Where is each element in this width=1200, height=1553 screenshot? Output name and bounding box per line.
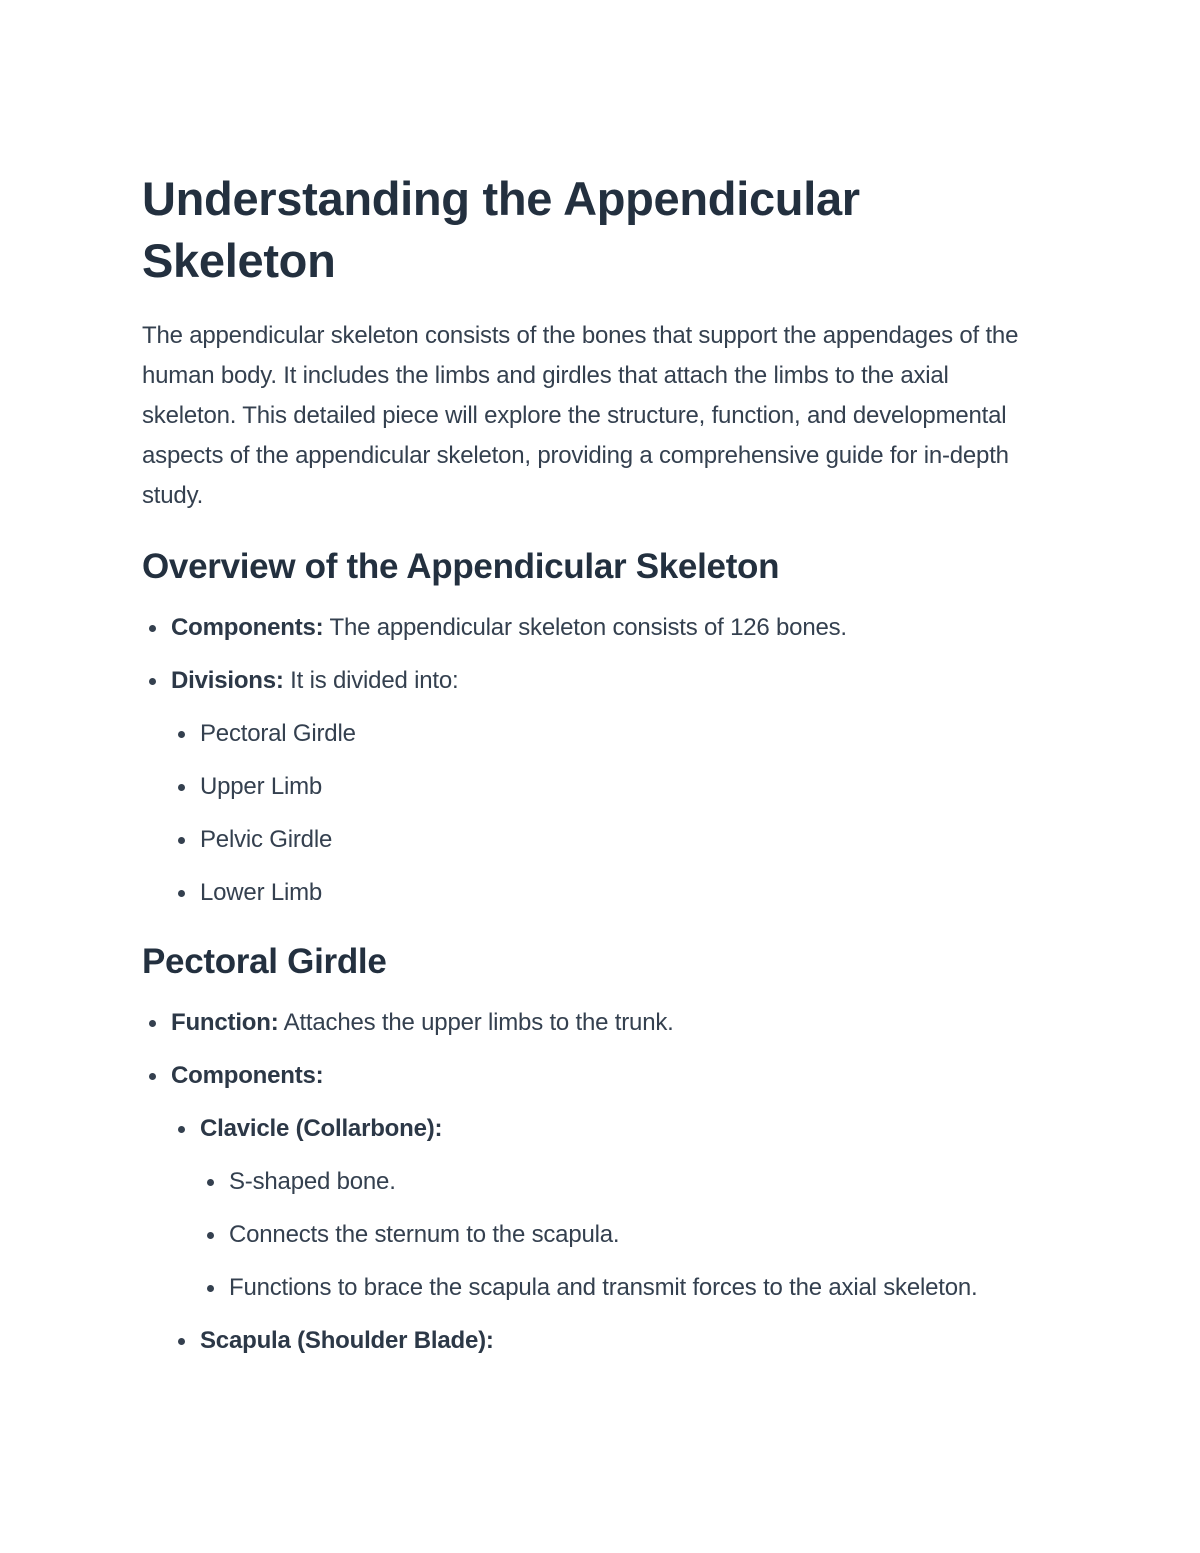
list-item-function bbox=[171, 1003, 1042, 1043]
components-label: Components: bbox=[171, 1062, 324, 1089]
bullet-icon bbox=[178, 890, 185, 897]
list-item-components bbox=[171, 1056, 1042, 1361]
bullet-icon bbox=[207, 1179, 214, 1186]
list-item-components bbox=[171, 608, 1042, 648]
bullet-icon bbox=[207, 1285, 214, 1292]
clavicle-label: Clavicle (Collarbone): bbox=[200, 1115, 443, 1142]
list-item-division bbox=[200, 767, 1042, 807]
list-item-scapula bbox=[200, 1321, 1042, 1361]
bullet-icon bbox=[178, 1126, 185, 1133]
bullet-icon bbox=[207, 1232, 214, 1239]
list-item-clavicle-point bbox=[229, 1215, 1042, 1255]
bullet-icon bbox=[178, 784, 185, 791]
division-label: Pelvic Girdle bbox=[200, 826, 333, 853]
function-text: Attaches the upper limbs to the trunk. bbox=[278, 1009, 674, 1036]
clavicle-point-text: S-shaped bone. bbox=[229, 1168, 396, 1195]
bullet-icon bbox=[149, 678, 156, 685]
components-label: Components: bbox=[171, 614, 324, 641]
overview-heading: Overview of the Appendicular Skeleton bbox=[142, 547, 780, 586]
bullet-icon bbox=[178, 731, 185, 738]
bullet-icon bbox=[149, 1073, 156, 1080]
function-label: Function: bbox=[171, 1009, 279, 1036]
pectoral-components-list bbox=[200, 1109, 1042, 1361]
division-label: Upper Limb bbox=[200, 773, 323, 800]
list-item-clavicle-point bbox=[229, 1268, 1042, 1308]
components-text: The appendicular skeleton consists of 126 bones. bbox=[323, 614, 847, 641]
pectoral-girdle-heading: Pectoral Girdle bbox=[142, 942, 387, 981]
list-item-division bbox=[200, 714, 1042, 754]
clavicle-point-text: Functions to brace the scapula and transmit forces to the axial skeleton. bbox=[229, 1274, 978, 1301]
list-item-division bbox=[200, 820, 1042, 860]
divisions-list bbox=[200, 714, 1042, 913]
clavicle-point-text: Connects the sternum to the scapula. bbox=[229, 1221, 620, 1248]
scapula-label: Scapula (Shoulder Blade): bbox=[200, 1327, 494, 1354]
division-label: Lower Limb bbox=[200, 879, 323, 906]
list-item-divisions bbox=[171, 661, 1042, 913]
bullet-icon bbox=[178, 1338, 185, 1345]
overview-list bbox=[171, 608, 1042, 913]
bullet-icon bbox=[178, 837, 185, 844]
divisions-label: Divisions: bbox=[171, 667, 284, 694]
list-item-division bbox=[200, 873, 1042, 913]
divisions-text: It is divided into: bbox=[283, 667, 459, 694]
list-item-clavicle-point bbox=[229, 1162, 1042, 1202]
bullet-icon bbox=[149, 1020, 156, 1027]
clavicle-points-list bbox=[229, 1162, 1042, 1308]
document-page bbox=[142, 168, 1042, 1361]
bullet-icon bbox=[149, 625, 156, 632]
division-label: Pectoral Girdle bbox=[200, 720, 356, 747]
intro-paragraph: The appendicular skeleton consists of the bones that support the appendages of the human body. It includes the limbs and girdles that attach the limbs to the axial skeleton. This detailed piece will explore the structure, function, and developmental aspects of the appendicular skeleton, providing a comprehensive guide for in-depth study. bbox=[142, 322, 1019, 509]
list-item-clavicle bbox=[200, 1109, 1042, 1308]
page-title: Understanding the Appendicular Skeleton bbox=[142, 172, 860, 287]
pectoral-list bbox=[171, 1003, 1042, 1361]
